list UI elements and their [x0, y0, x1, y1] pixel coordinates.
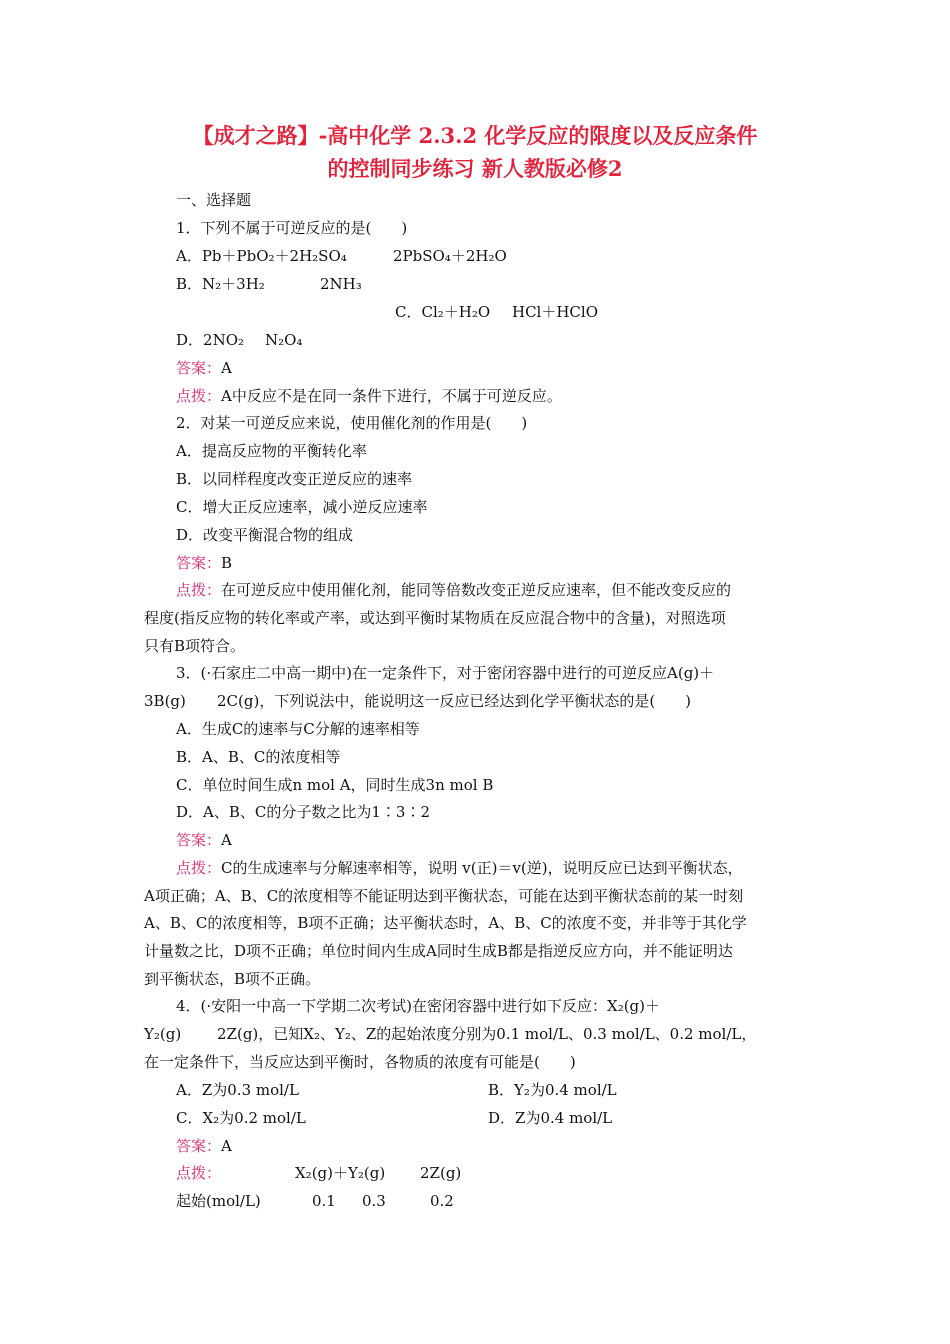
q3-hint-line4: 计量数之比，D项不正确；单位时间内生成A同时生成B都是指逆反应方向，并不能证明达: [144, 942, 733, 960]
q2-option-c: C．增大正反应速率，减小逆反应速率: [176, 498, 428, 516]
q1-option-b-left: B．N₂＋3H₂: [176, 275, 265, 293]
q4-stem-line3: 在一定条件下，当反应达到平衡时，各物质的浓度有可能是( ): [144, 1053, 576, 1071]
hint-text: C的生成速率与分解速率相等，说明 v(正)＝v(逆)，说明反应已达到平衡状态，: [221, 859, 743, 877]
answer-value: A: [221, 359, 232, 377]
q2-hint-line3: 只有B项符合。: [144, 637, 246, 655]
hint-text: A中反应不是在同一条件下进行，不属于可逆反应。: [221, 387, 562, 405]
answer-value: A: [221, 831, 232, 849]
q2-stem: 2．对某一可逆反应来说，使用催化剂的作用是( ): [176, 414, 528, 432]
answer-label: 答案：: [176, 554, 222, 572]
answer-label: 答案：: [176, 1137, 222, 1155]
q4-start-x: 0.1: [312, 1192, 336, 1210]
section-heading: 一、选择题: [176, 191, 252, 209]
doc-title-line2: 的控制同步练习 新人教版必修2: [327, 156, 623, 181]
q3-option-d: D．A、B、C的分子数之比为1∶3∶2: [176, 803, 430, 821]
q3-stem-line2-right: 2C(g)，下列说法中，能说明这一反应已经达到化学平衡状态的是( ): [217, 692, 692, 710]
q1-hint: [176, 386, 562, 406]
doc-title-line1: 【成才之路】-高中化学 2.3.2 化学反应的限度以及反应条件: [192, 123, 758, 148]
q3-answer: [176, 830, 232, 850]
q1-option-d-right: N₂O₄: [265, 331, 303, 349]
q1-option-a-right: 2PbSO₄＋2H₂O: [393, 247, 507, 265]
q4-start-label: 起始(mol/L): [176, 1192, 261, 1210]
q3-option-a: A．生成C的速率与C分解的速率相等: [176, 720, 420, 738]
answer-label: 答案：: [176, 359, 222, 377]
q3-hint-line2: A项正确；A、B、C的浓度相等不能证明达到平衡状态，可能在达到平衡状态前的某一时刻: [144, 887, 744, 905]
q4-hint-label: [176, 1163, 221, 1183]
q3-stem-line1: 3．(·石家庄二中高一期中)在一定条件下，对于密闭容器中进行的可逆反应A(g)＋: [176, 664, 715, 682]
answer-value: B: [221, 554, 233, 572]
hint-label: 点拨：: [176, 387, 222, 405]
q4-option-d: D．Z为0.4 mol/L: [488, 1109, 613, 1127]
q1-option-b-right: 2NH₃: [320, 275, 362, 293]
q4-option-a: A．Z为0.3 mol/L: [176, 1081, 299, 1099]
q1-option-c-right: HCl＋HClO: [512, 303, 599, 321]
q1-answer: [176, 358, 232, 378]
q4-equation-left: X₂(g)＋Y₂(g): [295, 1164, 386, 1182]
hint-text: 在可逆反应中使用催化剂，能同等倍数改变正逆反应速率，但不能改变反应的: [221, 581, 732, 599]
q2-option-b: B．以同样程度改变正逆反应的速率: [176, 470, 413, 488]
q4-equation-right: 2Z(g): [420, 1164, 462, 1182]
q1-option-c-left: C．Cl₂＋H₂O: [395, 303, 491, 321]
q4-stem-line2-left: Y₂(g): [144, 1025, 182, 1043]
q4-start-z: 0.2: [430, 1192, 454, 1210]
q2-option-d: D．改变平衡混合物的组成: [176, 526, 354, 544]
q4-option-c: C．X₂为0.2 mol/L: [176, 1109, 306, 1127]
q1-option-d-left: D．2NO₂: [176, 331, 245, 349]
q4-option-b: B．Y₂为0.4 mol/L: [488, 1081, 617, 1099]
q4-stem-line1: 4．(·安阳一中高一下学期二次考试)在密闭容器中进行如下反应：X₂(g)＋: [176, 997, 661, 1015]
answer-value: A: [221, 1137, 232, 1155]
q2-option-a: A．提高反应物的平衡转化率: [176, 442, 367, 460]
hint-label: 点拨：: [176, 1164, 222, 1182]
q3-hint-line1: [176, 858, 743, 878]
q2-hint-line2: 程度(指反应物的转化率或产率，或达到平衡时某物质在反应混合物中的含量)，对照选项: [144, 609, 726, 627]
q3-stem-line2-left: 3B(g): [144, 692, 186, 710]
q1-option-a-left: A．Pb＋PbO₂＋2H₂SO₄: [176, 247, 347, 265]
hint-label: 点拨：: [176, 859, 222, 877]
q3-hint-line5: 到平衡状态，B项不正确。: [144, 970, 321, 988]
q3-hint-line3: A、B、C的浓度相等，B项不正确；达平衡状态时，A、B、C的浓度不变，并非等于其化学: [144, 914, 747, 932]
answer-label: 答案：: [176, 831, 222, 849]
q2-hint-line1: [176, 580, 731, 600]
q2-answer: [176, 553, 232, 573]
hint-label: 点拨：: [176, 581, 222, 599]
q4-start-y: 0.3: [362, 1192, 386, 1210]
q3-option-b: B．A、B、C的浓度相等: [176, 748, 341, 766]
q4-stem-line2-right: 2Z(g)，已知X₂、Y₂、Z的起始浓度分别为0.1 mol/L、0.3 mol/L、0.2 mol/L，: [217, 1025, 757, 1043]
q3-option-c: C．单位时间生成n mol A，同时生成3n mol B: [176, 776, 494, 794]
q4-answer: [176, 1136, 232, 1156]
q1-stem: 1．下列不属于可逆反应的是( ): [176, 219, 408, 237]
